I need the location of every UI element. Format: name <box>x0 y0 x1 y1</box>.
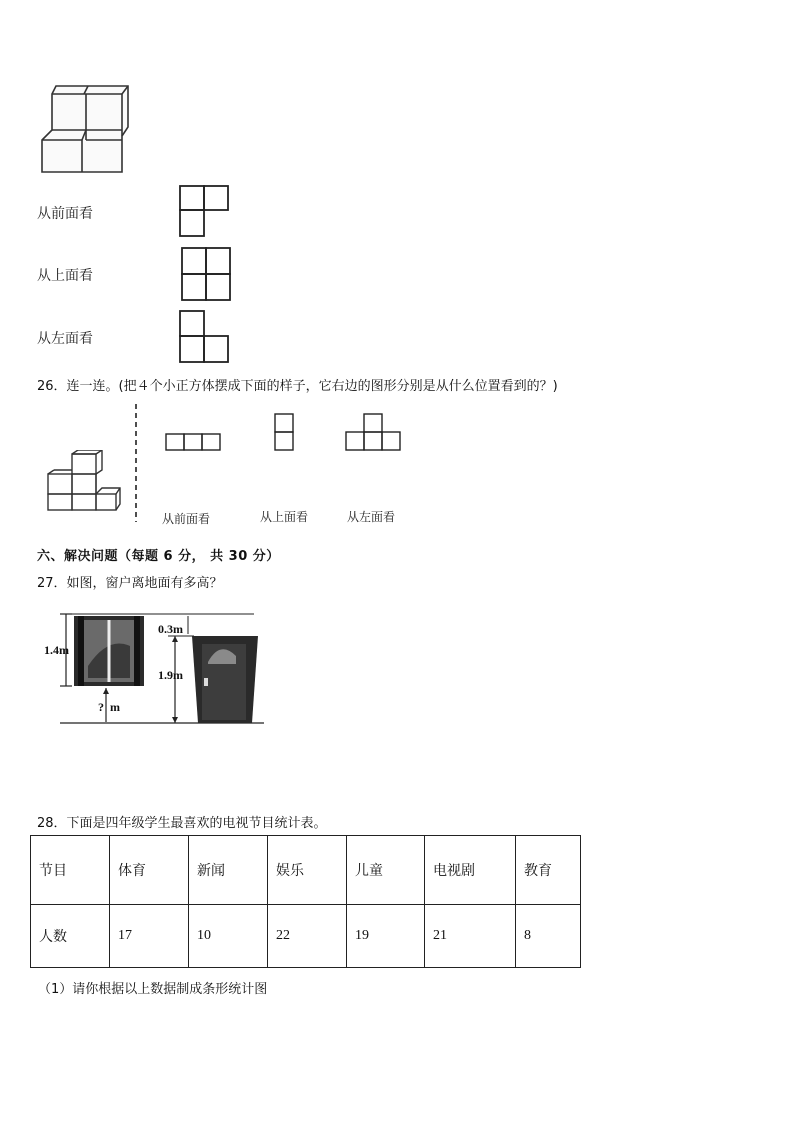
label-gap: 0.3m <box>158 622 183 636</box>
q26-shape-t-shape <box>344 412 402 452</box>
q27-window-door-figure <box>38 606 266 728</box>
tv-program-stats-table <box>30 835 581 968</box>
table-header-cell: 娱乐 <box>268 836 347 905</box>
table-header-cell: 教育 <box>516 836 581 905</box>
table-header-cell: 节目 <box>31 836 110 905</box>
label-door-height: 1.9m <box>158 668 183 682</box>
section-six-title: 六、解决问题（每题 6 分， 共 30 分） <box>37 549 280 564</box>
q28-sub-question-1: （1）请你根据以上数据制成条形统计图 <box>38 982 268 997</box>
table-cell: 10 <box>189 905 268 968</box>
table-header-row <box>31 836 581 905</box>
q28-text: 28．下面是四年级学生最喜欢的电视节目统计表。 <box>37 816 327 831</box>
table-header-cell: 体育 <box>110 836 189 905</box>
table-row-label: 人数 <box>31 905 110 968</box>
q26-option-top[interactable]: 从上面看 <box>260 510 309 524</box>
table-header-cell: 电视剧 <box>425 836 516 905</box>
q27-text: 27．如图，窗户离地面有多高？ <box>37 576 223 591</box>
view-label-top: 从上面看 <box>37 268 93 284</box>
table-row <box>31 905 581 968</box>
label-unknown-height: ? m <box>98 700 120 714</box>
left-view-shape <box>178 309 230 364</box>
q25-cube-figure <box>38 82 134 177</box>
view-label-front: 从前面看 <box>37 206 93 222</box>
q26-cube-figure <box>44 450 124 512</box>
q26-option-left[interactable]: 从左面看 <box>347 510 396 524</box>
table-cell: 21 <box>425 905 516 968</box>
q26-shape-row-of-three <box>164 432 222 452</box>
q26-text: 26．连一连。(把４个小正方体摆成下面的样子，它右边的图形分别是从什么位置看到的？) <box>37 379 558 394</box>
q26-option-front[interactable]: 从前面看 <box>162 512 211 526</box>
table-cell: 19 <box>347 905 425 968</box>
table-header-cell: 新闻 <box>189 836 268 905</box>
q26-shape-column-of-two <box>273 412 295 452</box>
table-cell: 22 <box>268 905 347 968</box>
view-label-left: 从左面看 <box>37 331 93 347</box>
dashed-divider <box>134 404 138 522</box>
label-window-height: 1.4m <box>44 643 69 657</box>
front-view-shape <box>178 184 230 238</box>
top-view-shape <box>180 246 232 302</box>
table-header-cell: 儿童 <box>347 836 425 905</box>
table-cell: 17 <box>110 905 189 968</box>
table-cell: 8 <box>516 905 581 968</box>
